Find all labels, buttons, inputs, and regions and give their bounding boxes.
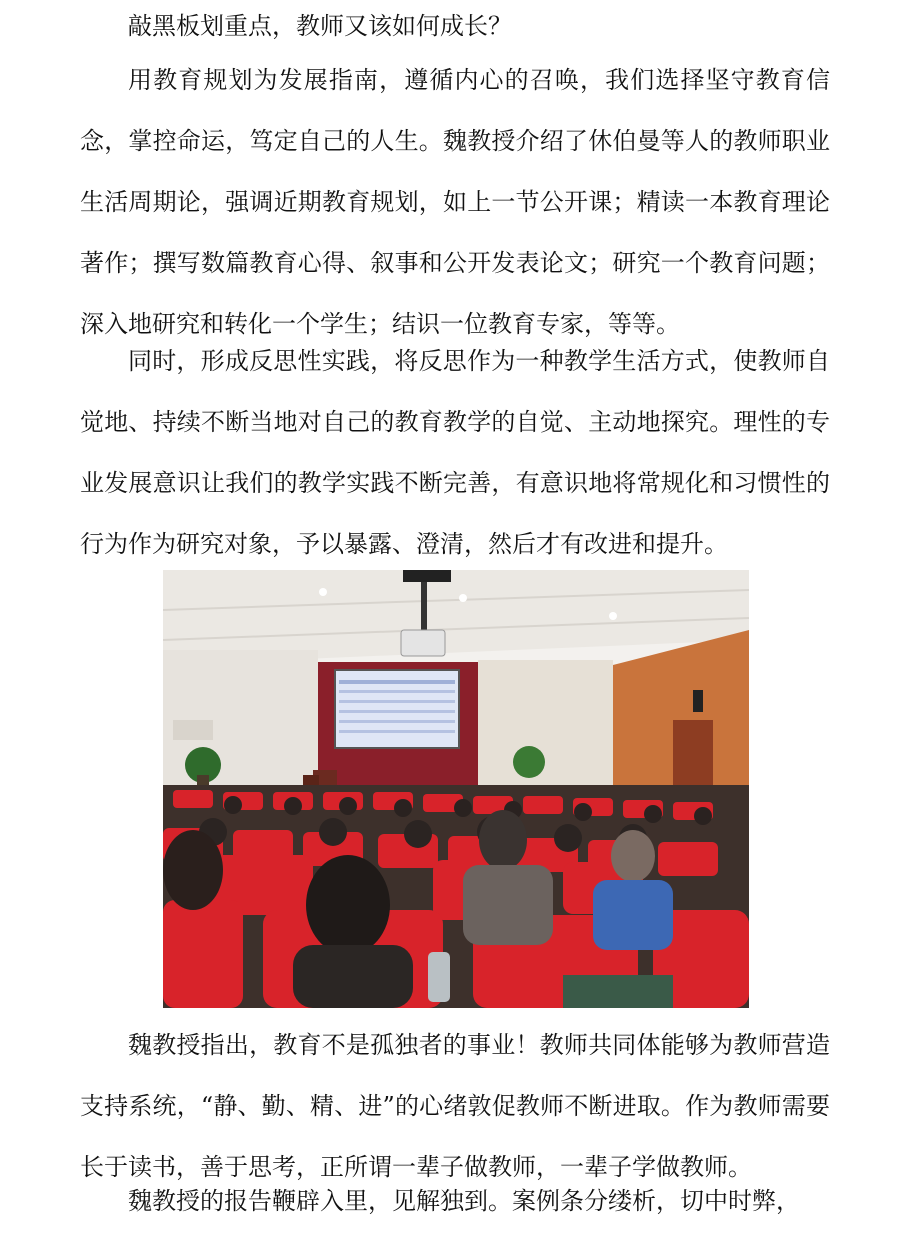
- body-paragraph-planning: 用教育规划为发展指南，遵循内心的召唤，我们选择坚守教育信念，掌控命运，笃定自己的人生。魏教授介绍了休伯曼等人的教师职业生活周期论，强调近期教育规划，如上一节公开课；精读一本教育理论著作；撰写数篇教育心得、叙事和公开发表论文；研究一个教育问题；深入地研究和转化一个学生；结识一位教育专家，等等。: [80, 66, 830, 338]
- body-paragraph-community: 魏教授指出，教育不是孤独者的事业！教师共同体能够为教师营造支持系统，“静、勤、精、进”的心绪敦促教师不断进取。作为教师需要长于读书，善于思考，正所谓一辈子做教师，一辈子学做教师。: [80, 1031, 830, 1181]
- body-paragraph-report-review: 魏教授的报告鞭辟入里，见解独到。案例条分缕析，切中时弊，: [128, 1187, 800, 1215]
- lecture-hall-photo: [163, 570, 749, 1008]
- body-paragraph-reflection: 同时，形成反思性实践，将反思作为一种教学生活方式，使教师自觉地、持续不断当地对自己的教育教学的自觉、主动地探究。理性的专业发展意识让我们的教学实践不断完善，有意识地将常规化和习惯性的行为作为研究对象，予以暴露、澄清，然后才有改进和提升。: [80, 347, 830, 558]
- section-heading-paragraph: 敲黑板划重点，教师又该如何成长？: [128, 12, 512, 40]
